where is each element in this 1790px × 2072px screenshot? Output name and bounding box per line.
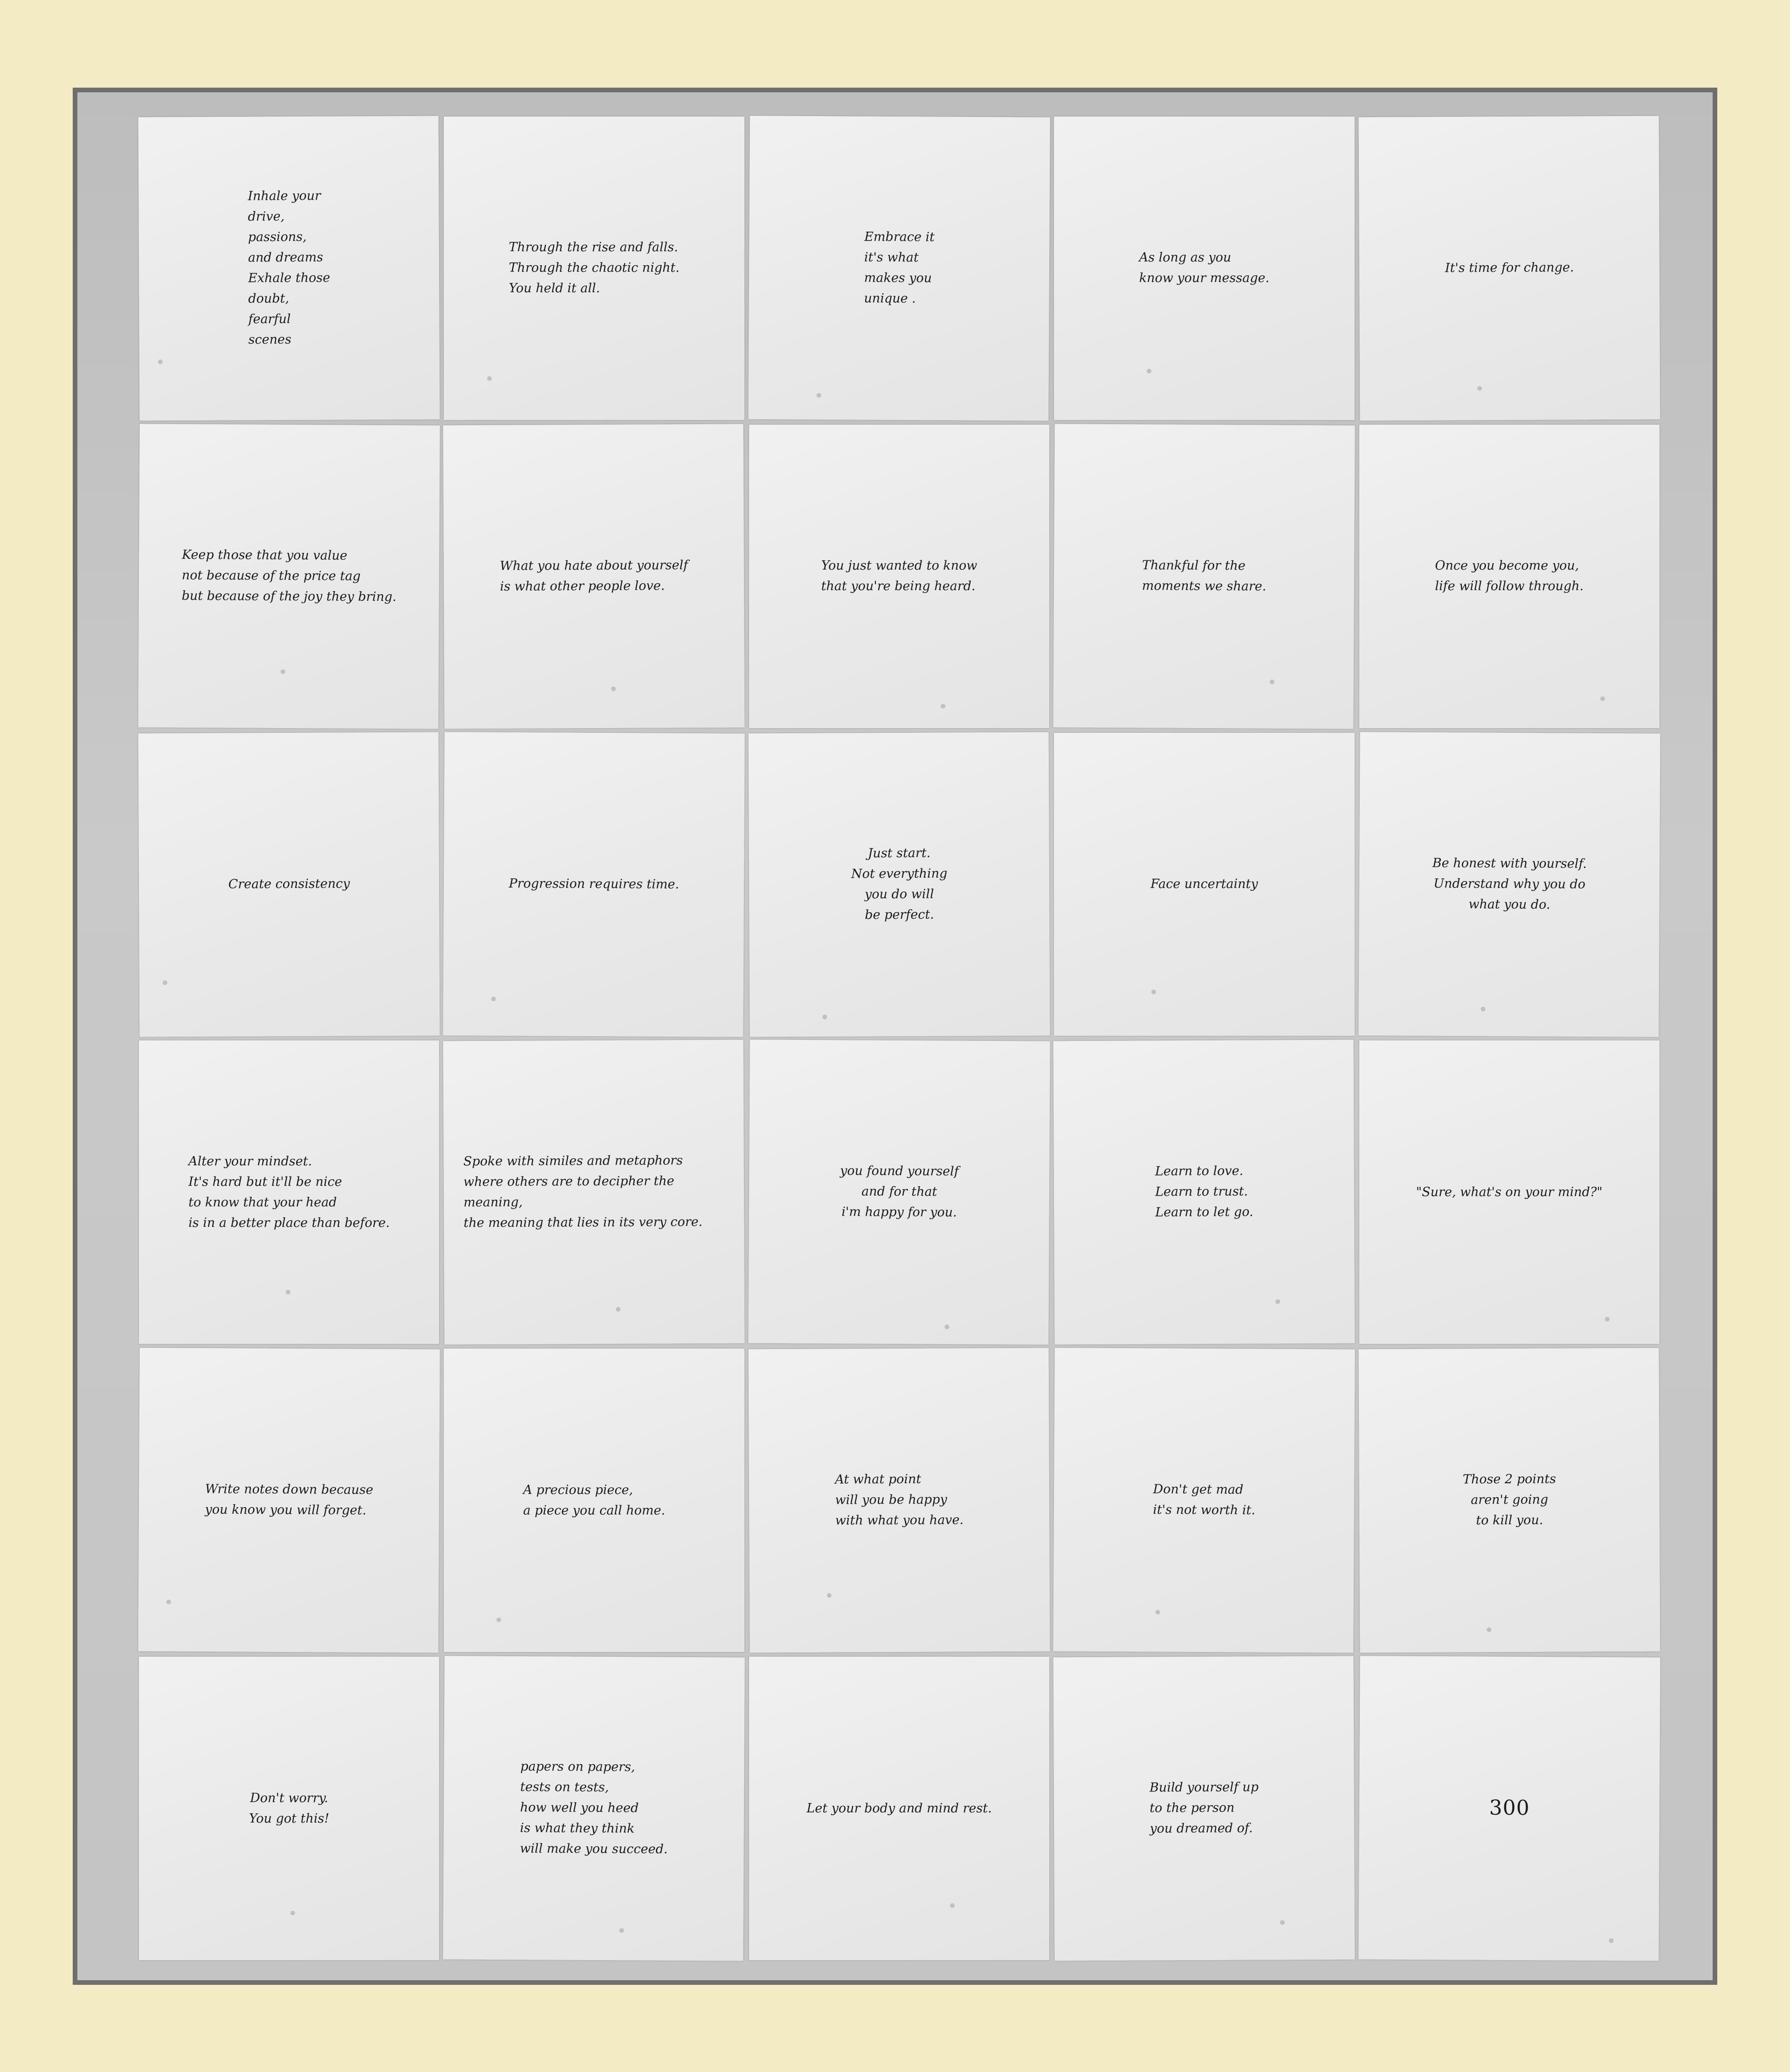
quote-text: Progression requires time. (509, 876, 680, 892)
quote-card (1358, 116, 1660, 421)
quote-card (1054, 733, 1354, 1036)
quote-text: Alter your mindset. It's hard but it'll be nice to know that your head is in a better place than before. (188, 1154, 390, 1230)
paper-speck (1151, 990, 1156, 994)
paper-speck (496, 1618, 501, 1622)
quote-card (749, 1657, 1049, 1960)
quote-text: As long as you know your message. (1139, 250, 1270, 286)
quote-card (1359, 425, 1659, 728)
quote-text: Don't get mad it's not worth it. (1153, 1482, 1256, 1518)
paper-speck (1275, 1300, 1280, 1304)
quote-text: Face uncertainty (1150, 877, 1258, 892)
paper-speck (1609, 1938, 1613, 1943)
quote-card (748, 1040, 1050, 1345)
quote-text: Don't worry. You got this! (249, 1790, 330, 1826)
quote-card (1053, 1348, 1355, 1653)
quote-text: papers on papers, tests on tests, how well you heed is what they think will make you succeed. (520, 1759, 668, 1857)
paper-speck (1477, 386, 1482, 391)
wall (77, 92, 1713, 1980)
paper-speck (816, 393, 821, 398)
quote-text: Build yourself up to the person you dreamed of. (1150, 1780, 1259, 1837)
quote-card (443, 424, 745, 729)
paper-speck (166, 1600, 171, 1604)
quote-text: Those 2 points aren't going to kill you. (1462, 1472, 1556, 1528)
paper-speck (950, 1903, 955, 1908)
quote-card (139, 1657, 439, 1960)
quote-card (444, 1349, 744, 1652)
quote-text: It's time for change. (1445, 260, 1574, 276)
quote-text: Just start. Not everything you do will be perfect. (851, 846, 948, 922)
quote-text: you found yourself and for that i'm happy for you. (840, 1164, 959, 1220)
paper-speck (1270, 680, 1274, 684)
quote-card (1053, 1040, 1355, 1345)
quote-card (748, 116, 1050, 420)
quote-card (138, 1348, 440, 1653)
card-grid (139, 117, 1659, 1960)
photo-frame (73, 88, 1717, 1985)
paper-speck (1147, 369, 1151, 373)
paper-speck (616, 1307, 620, 1312)
quote-card (139, 1040, 439, 1344)
quote-card (749, 425, 1049, 728)
paper-speck (941, 704, 945, 709)
quote-text: Create consistency (228, 876, 350, 892)
quote-card (1358, 732, 1660, 1037)
quote-text: Thankful for the moments we share. (1142, 558, 1267, 594)
quote-card (138, 732, 440, 1037)
paper-speck (1600, 696, 1605, 701)
quote-text: "Sure, what's on your mind?" (1416, 1184, 1603, 1199)
quote-card (1358, 1348, 1660, 1653)
quote-text: Learn to love. Learn to trust. Learn to let go. (1155, 1164, 1253, 1220)
quote-text: 300 (1489, 1796, 1530, 1820)
quote-text: Be honest with yourself. Understand why you do what you do. (1432, 856, 1587, 912)
quote-card (1358, 1656, 1660, 1961)
paper-speck (290, 1911, 295, 1915)
paper-speck (620, 1928, 624, 1933)
quote-text: What you hate about yourself is what other people love. (500, 558, 688, 594)
paper-speck (1280, 1920, 1285, 1925)
quote-text: At what point will you be happy with what you have. (835, 1472, 964, 1528)
paper-speck (822, 1014, 827, 1019)
paper-speck (281, 669, 285, 674)
paper-speck (286, 1290, 290, 1294)
quote-card (443, 1040, 745, 1345)
quote-card (1054, 117, 1354, 420)
paper-speck (944, 1325, 949, 1329)
quote-card (1053, 424, 1355, 729)
quote-text: You just wanted to know that you're being heard. (821, 558, 978, 594)
quote-text: A precious piece, a piece you call home. (523, 1482, 665, 1518)
quote-card (444, 117, 744, 420)
paper-speck (1487, 1628, 1491, 1632)
quote-text: Let your body and mind rest. (806, 1801, 992, 1816)
quote-text: Inhale your drive, passions, and dreams Exhale those doubt, fearful scenes (248, 189, 330, 347)
paper-speck (611, 687, 616, 691)
quote-card (443, 732, 745, 1037)
quote-text: Spoke with similes and metaphors where others are to decipher the meaning, the meaning that lies in its very core. (463, 1154, 703, 1231)
quote-card (443, 1656, 745, 1961)
quote-text: Keep those that you value not because of the price tag but because of the joy they bring. (181, 548, 397, 605)
paper-speck (158, 359, 163, 364)
quote-card (1053, 1656, 1355, 1961)
paper-speck (827, 1593, 832, 1598)
quote-card (138, 116, 440, 421)
paper-speck (1480, 1006, 1485, 1011)
quote-card (138, 424, 440, 729)
quote-text: Through the rise and falls. Through the chaotic night. You held it all. (509, 240, 680, 296)
quote-card (748, 1348, 1050, 1653)
paper-speck (491, 997, 496, 1001)
paper-speck (163, 980, 167, 985)
quote-text: Once you become you, life will follow through. (1435, 558, 1584, 594)
quote-text: Embrace it it's what makes you unique . (864, 230, 935, 306)
paper-speck (1156, 1610, 1160, 1615)
quote-card (1359, 1040, 1659, 1344)
quote-card (748, 732, 1050, 1037)
quote-text: Write notes down because you know you will forget. (205, 1482, 373, 1518)
paper-speck (487, 376, 492, 381)
paper-speck (1605, 1317, 1610, 1322)
